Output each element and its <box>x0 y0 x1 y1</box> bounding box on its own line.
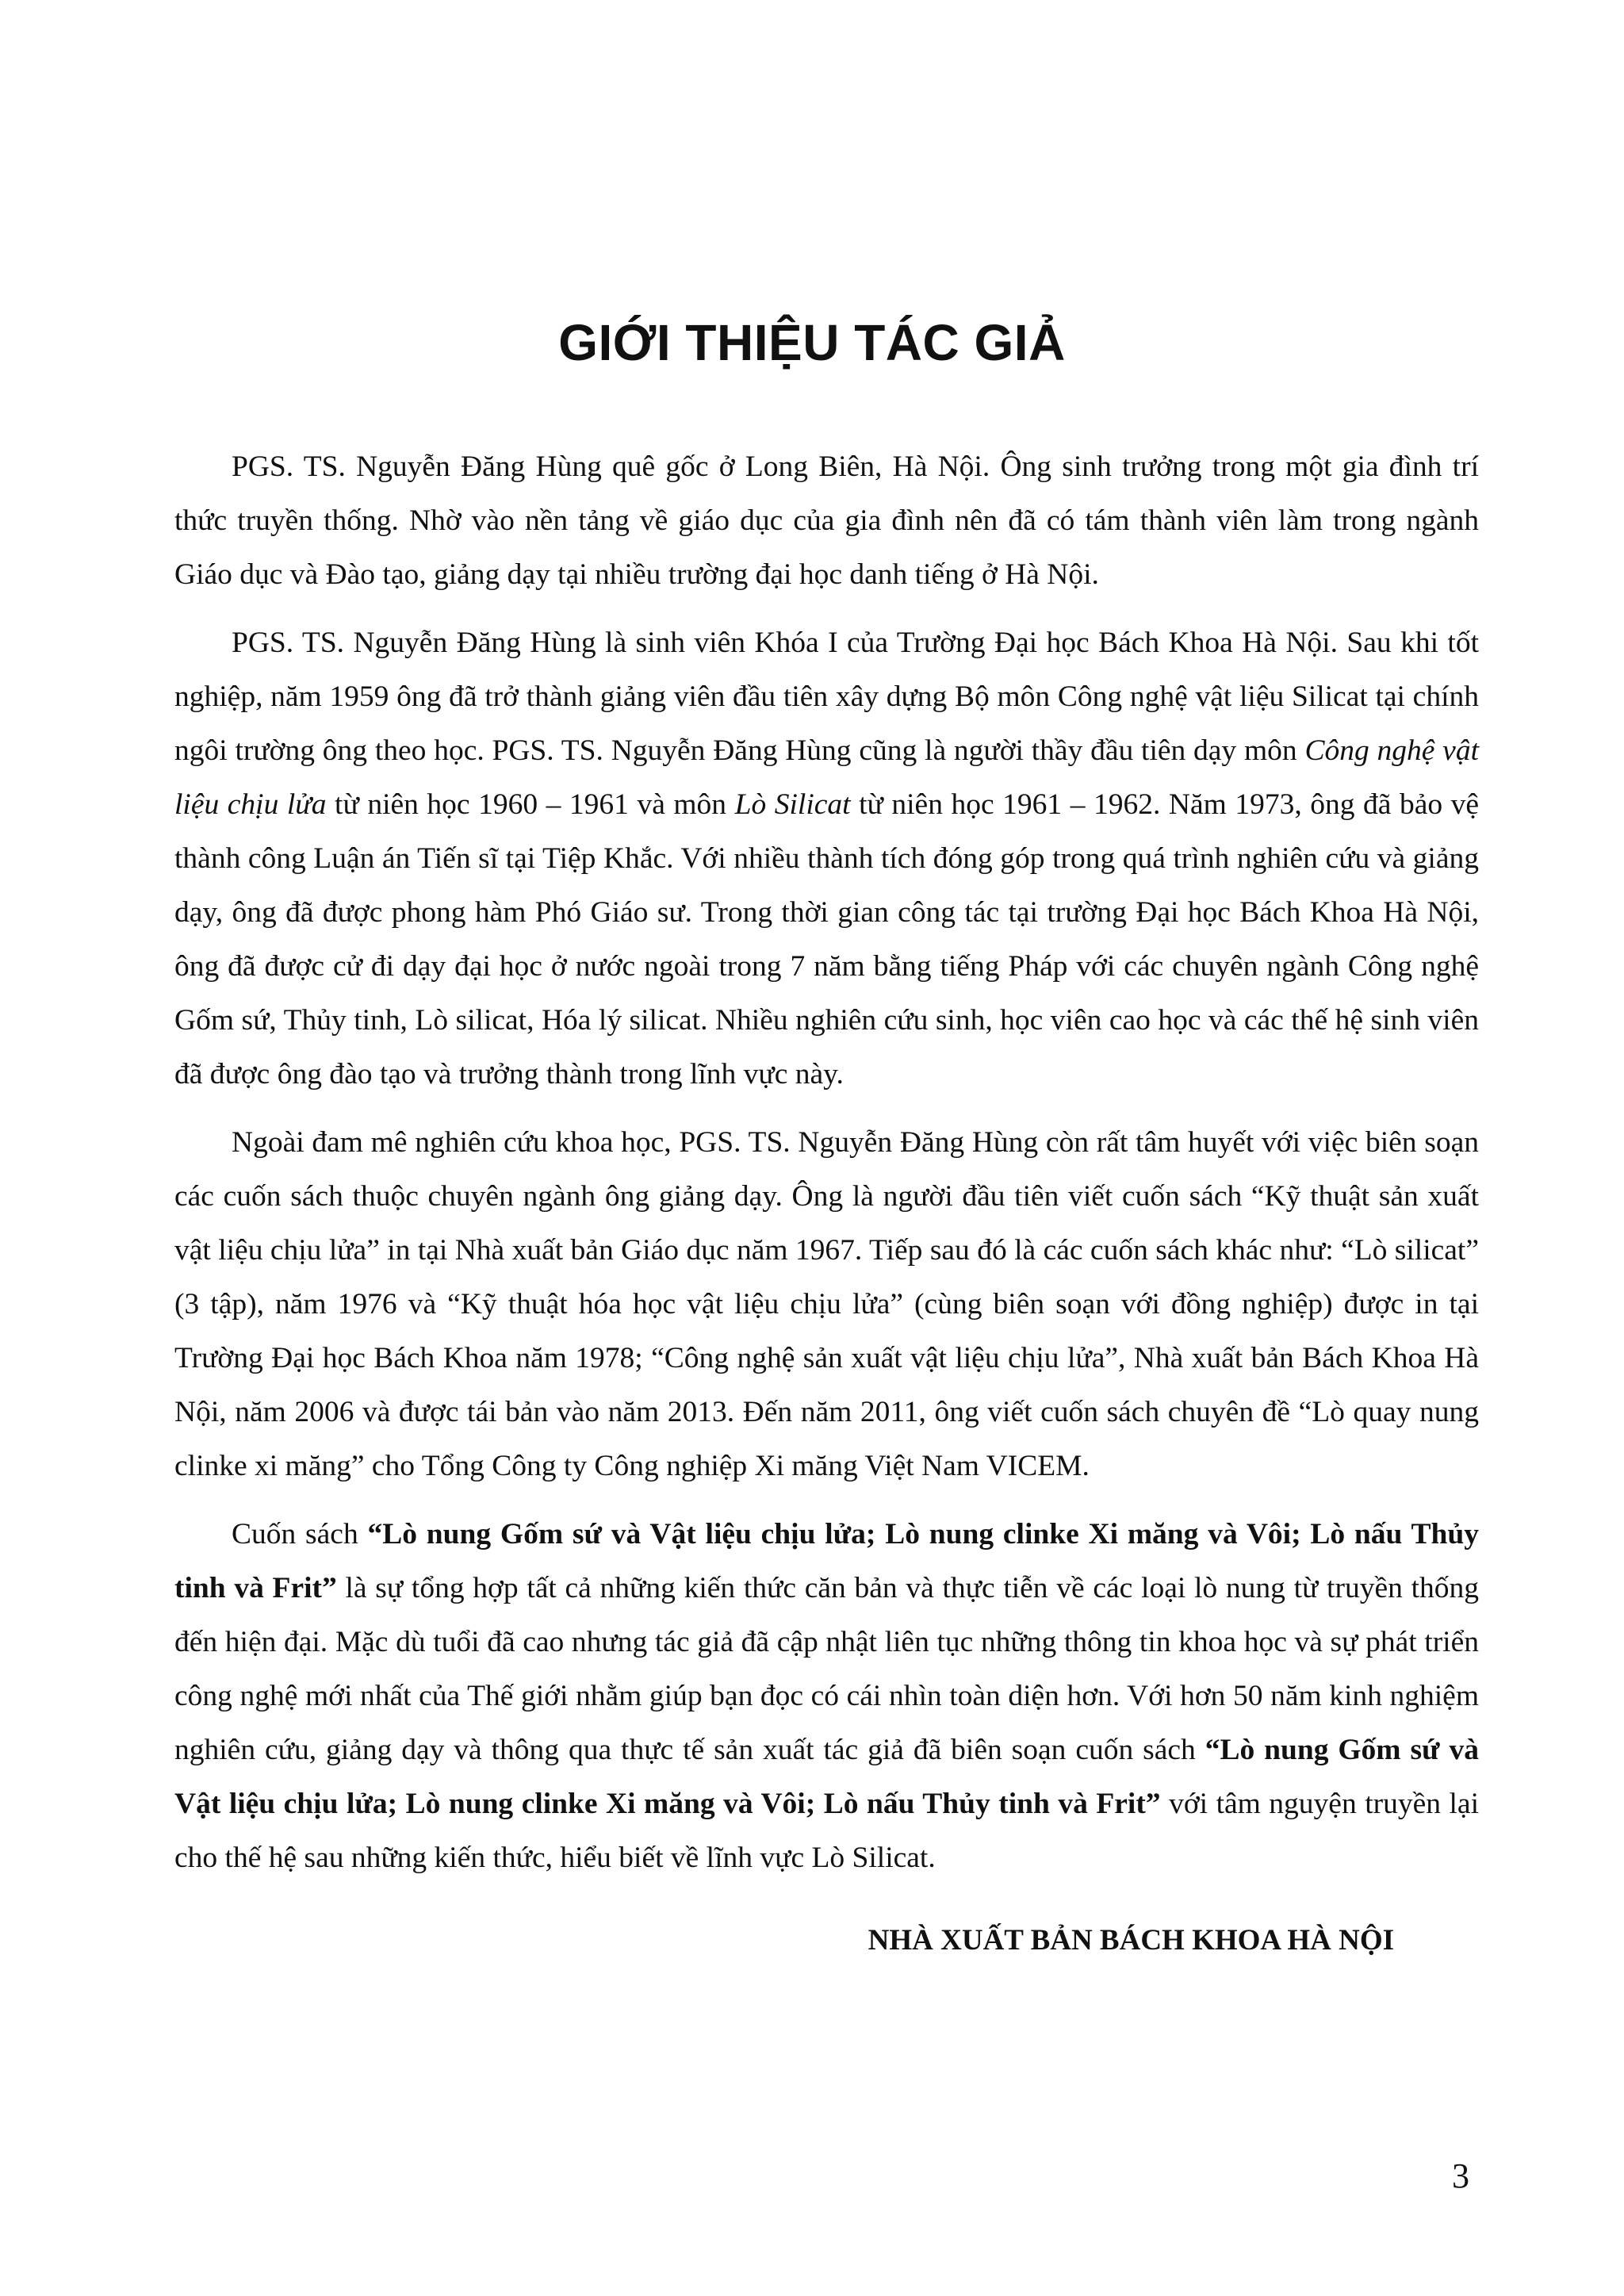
page-number: 3 <box>1452 2156 1469 2195</box>
paragraph-publications: Ngoài đam mê nghiên cứu khoa học, PGS. TS. Nguyễn Đăng Hùng còn rất tâm huyết với việc biên soạn các cuốn sách thuộc chuyên ngành ông giảng dạy. Ông là người đầu tiên viết cuốn sách “Kỹ thuật sản xuất vật liệu chịu lửa” in tại Nhà xuất bản Giáo dục năm 1967. Tiếp sau đó là các cuốn sách khác như: “Lò silicat” (3 tập), năm 1976 và “Kỹ thuật hóa học vật liệu chịu lửa” (cùng biên soạn với đồng nghiệp) được in tại Trường Đại học Bách Khoa năm 1978; “Công nghệ sản xuất vật liệu chịu lửa”, Nhà xuất bản Bách Khoa Hà Nội, năm 2006 và được tái bản vào năm 2013. Đến năm 2011, ông viết cuốn sách chuyên đề “Lò quay nung clinke xi măng” cho Tổng Công ty Công nghiệp Xi măng Việt Nam VICEM. <box>174 1126 1479 1482</box>
book-title: “Lò nung Gốm sứ và Vật liệu chịu lửa; Lò nung clinke Xi măng và Vôi; Lò nấu Thủy tinh và Frit” <box>174 1518 1479 1604</box>
paragraph-career <box>174 616 1479 1102</box>
course-title-refractory: Công nghệ vật liệu chịu lửa <box>174 734 1479 821</box>
career-text-part: từ niên học 1960 – 1961 và môn <box>326 788 735 821</box>
page-title: GIỚI THIỆU TÁC GIẢ <box>558 314 1066 371</box>
career-text-part: từ niên học 1961 – 1962. Năm 1973, ông đã bảo vệ thành công Luận án Tiến sĩ tại Tiệp Khắc. Với nhiều thành tích đóng góp trong quá trình nghiên cứu và giảng dạy, ông đã được phong hàm Phó Giáo sư. Trong thời gian công tác tại trường Đại học Bách Khoa Hà Nội, ông đã được cử đi dạy đại học ở nước ngoài trong 7 năm bằng tiếng Pháp với các chuyên ngành Công nghệ Gốm sứ, Thủy tinh, Lò silicat, Hóa lý silicat. Nhiều nghiên cứu sinh, học viên cao học và các thế hệ sinh viên đã được ông đào tạo và trưởng thành trong lĩnh vực này. <box>174 788 1480 1091</box>
career-text-part: PGS. TS. Nguyễn Đăng Hùng là sinh viên Khóa I của Trường Đại học Bách Khoa Hà Nội. Sau khi tốt nghiệp, năm 1959 ông đã trở thành giảng viên đầu tiên xây dựng Bộ môn Công nghệ vật liệu Silicat tại chính ngôi trường ông theo học. PGS. TS. Nguyễn Đăng Hùng cũng là người thầy đầu tiên dạy môn <box>174 627 1479 767</box>
publisher-signature: NHÀ XUẤT BẢN BÁCH KHOA HÀ NỘI <box>868 1924 1394 1957</box>
document-body <box>174 440 1479 1885</box>
course-title-silicat-kiln: Lò Silicat <box>734 788 851 821</box>
paragraph-book-summary <box>174 1508 1479 1885</box>
book-text-part: Cuốn sách <box>232 1518 368 1550</box>
book-title: “Lò nung Gốm sứ và Vật liệu chịu lửa; Lò nung clinke Xi măng và Vôi; Lò nấu Thủy tinh và Frit” <box>174 1734 1479 1820</box>
book-text-part: là sự tổng hợp tất cả những kiến thức căn bản và thực tiễn về các loại lò nung từ truyền thống đến hiện đại. Mặc dù tuổi đã cao nhưng tác giả đã cập nhật liên tục những thông tin khoa học và sự phát triển công nghệ mới nhất của Thế giới nhằm giúp bạn đọc có cái nhìn toàn diện hơn. Với hơn 50 năm kinh nghiệm nghiên cứu, giảng dạy và thông qua thực tế sản xuất tác giả đã biên soạn cuốn sách <box>174 1572 1479 1766</box>
book-text-part: với tâm nguyện truyền lại cho thế hệ sau những kiến thức, hiểu biết về lĩnh vực Lò Silicat. <box>174 1788 1479 1874</box>
paragraph-author-origin: PGS. TS. Nguyễn Đăng Hùng quê gốc ở Long Biên, Hà Nội. Ông sinh trưởng trong một gia đình trí thức truyền thống. Nhờ vào nền tảng về giáo dục của gia đình nên đã có tám thành viên làm trong ngành Giáo dục và Đào tạo, giảng dạy tại nhiều trường đại học danh tiếng ở Hà Nội. <box>174 450 1479 591</box>
